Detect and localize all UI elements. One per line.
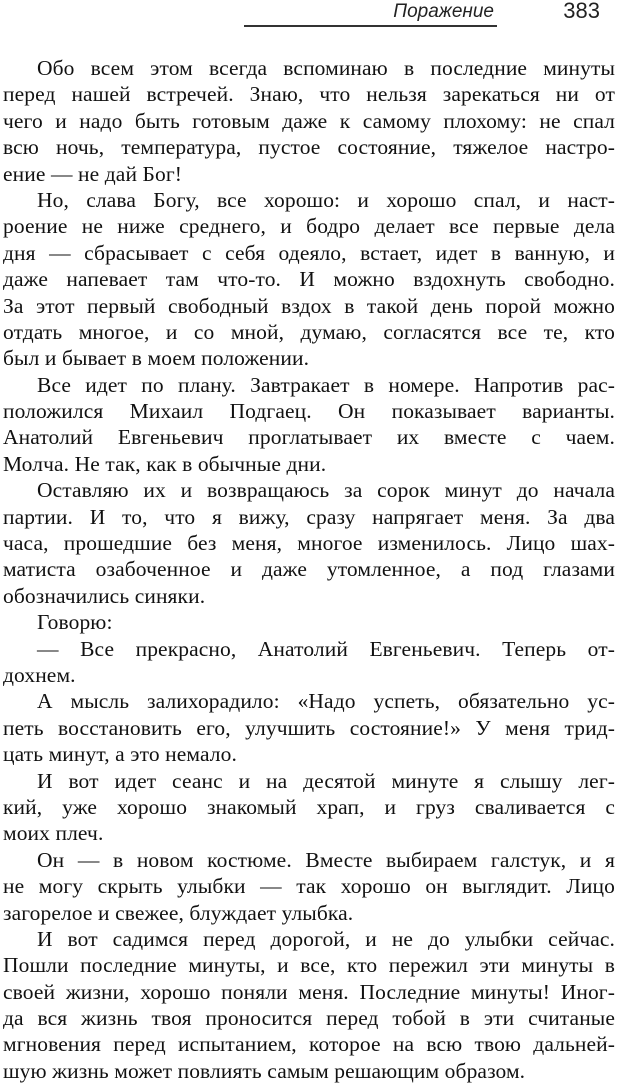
text-line: всю ночь, температура, пустое состояние, тяжелое настро- [3, 135, 615, 160]
text-line: Обо всем этом всегда вспоминаю в последние минуты [37, 56, 615, 80]
text-line: мгновения перед испытанием, которое на всю твою дальней- [3, 1032, 615, 1057]
text-line: Молча. Не так, как в обычные дни. [3, 451, 327, 476]
text-line: ение — не дай Бог! [3, 161, 183, 186]
paragraph [3, 372, 615, 478]
text-line: кий, уже хорошо знакомый храп, и груз сваливается с [3, 794, 615, 819]
text-line: матиста озабоченное и даже утомленное, а под глазами [3, 557, 615, 582]
text-line: Все идет по плану. Завтракает в номере. Напротив рас- [37, 372, 615, 397]
text-line: цать минут, а это немало. [3, 742, 237, 767]
text-line: отдать многое, и со мной, думаю, согласятся все те, кто [3, 319, 615, 344]
text-line: — Все прекрасно, Анатолий Евгеньевич. Теперь от- [37, 636, 615, 661]
text-line: И вот садимся перед дорогой, и не до улыбки сейчас. [37, 926, 615, 951]
paragraph [3, 477, 615, 609]
paragraph [3, 636, 615, 689]
text-line: да вся жизнь твоя проносится перед тобой в эти считаные [3, 1006, 615, 1031]
text-line: загорелое и свежее, блуждает улыбка. [3, 900, 354, 925]
text-line: дохнем. [3, 662, 76, 687]
running-title: Поражение [393, 1, 494, 22]
text-line: дня — сбрасывает с себя одеяло, встает, идет в ванную, и [3, 240, 615, 265]
page-number: 383 [563, 0, 600, 23]
paragraph [3, 926, 615, 1084]
text-line: обозначились синяки. [3, 583, 206, 608]
paragraph [3, 847, 615, 926]
text-line: шую жизнь может повлиять самым решающим образом. [3, 1058, 526, 1083]
text-line: положился Михаил Подгаец. Он показывает варианты. [3, 399, 615, 424]
text-line: чего и надо быть готовым даже к самому плохому: не спал [3, 108, 615, 133]
text-line: Но, слава Богу, все хорошо: и хорошо спал, и наст- [37, 187, 615, 212]
text-line: перед нашей встречей. Знаю, что нельзя зарекаться ни от [3, 82, 615, 107]
text-line: За этот первый свободный вздох в такой день порой можно [3, 293, 615, 318]
paragraph [3, 187, 615, 372]
text-line: моих плеч. [3, 821, 104, 846]
text-line: И вот идет сеанс и на десятой минуте я слышу лег- [37, 768, 615, 793]
text-line: не могу скрыть улыбки — так хорошо он выглядит. Лицо [3, 874, 615, 899]
text-line: Пошли последние минуты, и все, кто пережил эти минуты в [3, 953, 615, 978]
text-line: был и бывает в моем положении. [3, 346, 310, 371]
text-line: А мысль залихорадило: «Надо успеть, обязательно ус- [37, 689, 615, 714]
page-header [0, 0, 620, 30]
text-line: даже напевает там что-то. И можно вздохнуть свободно. [3, 267, 615, 292]
text-line: часа, прошедшие без меня, многое изменилось. Лицо шах- [3, 531, 615, 556]
text-line: роение не ниже среднего, и бодро делает все первые дела [3, 214, 615, 239]
header-rule [244, 25, 497, 27]
text-line: Говорю: [37, 610, 113, 635]
text-line: партии. И то, что я вижу, сразу напрягает меня. За два [3, 504, 615, 529]
text-line: Он — в новом костюме. Вместе выбираем галстук, и я [37, 847, 615, 872]
text-line: своей жизни, хорошо поняли меня. Последние минуты! Иног- [3, 979, 615, 1004]
text-line: петь восстановить его, улучшить состояние!» У меня трид- [3, 715, 615, 740]
paragraph [3, 55, 615, 187]
paragraph [3, 609, 615, 635]
paragraph [3, 688, 615, 767]
text-line: Оставляю их и возвращаюсь за сорок минут до начала [37, 478, 615, 503]
text-line: Анатолий Евгеньевич проглатывает их вместе с чаем. [3, 425, 615, 450]
paragraph [3, 768, 615, 847]
body-text [3, 55, 615, 1084]
